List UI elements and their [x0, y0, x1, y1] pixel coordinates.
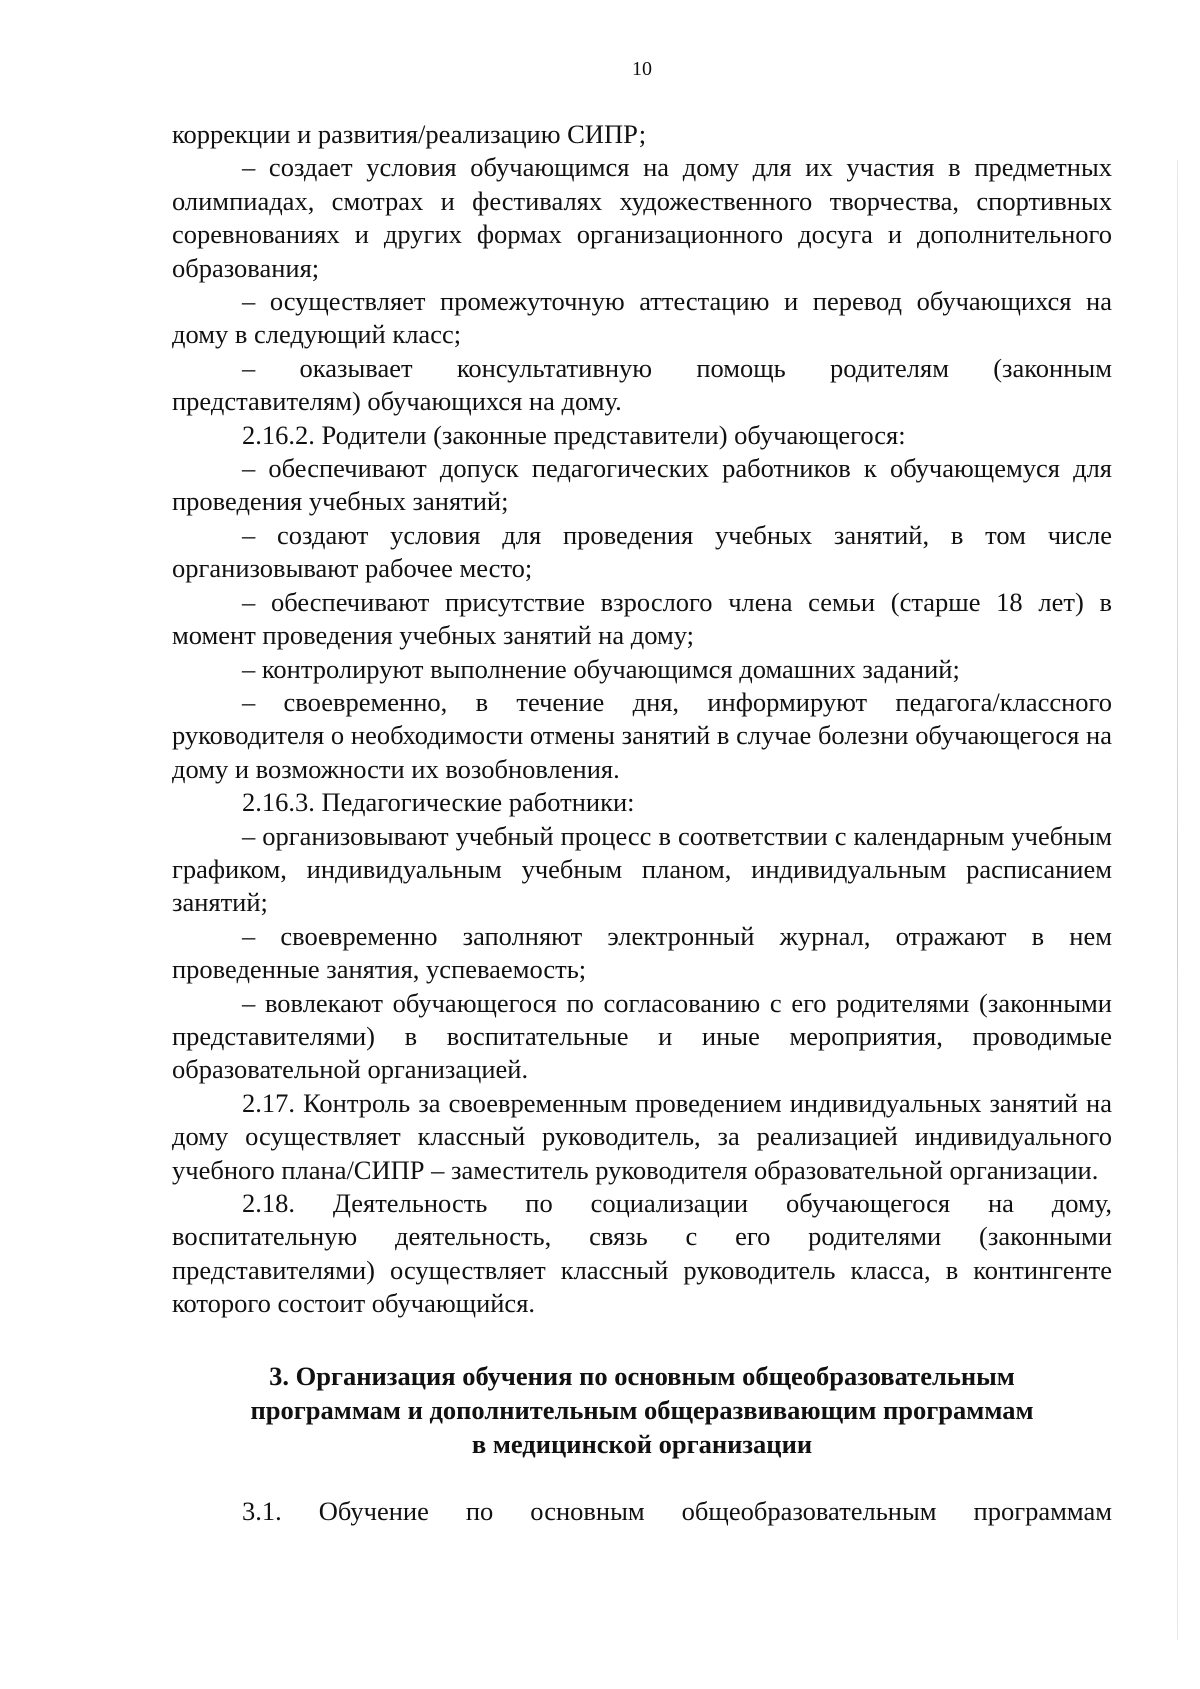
page-number: 10 [632, 58, 652, 80]
paragraph: – создают условия для проведения учебных занятий, в том числе организовывают рабочее место; [172, 519, 1112, 584]
paragraph: 2.18. Деятельность по социализации обучающегося на дому, воспитательную деятельность, связь с его родителями (законными представителями) осуществляет классный руководитель класса, в контингенте которого состоит обучающийся. [172, 1188, 1112, 1319]
section-heading [172, 1321, 1112, 1495]
scan-edge-line [1177, 160, 1178, 1640]
paragraph: коррекции и развития/реализацию СИПР; [172, 119, 647, 149]
paragraph: – своевременно заполняют электронный журнал, отражают в нем проведенные занятия, успеваемость; [172, 920, 1112, 985]
paragraph: – вовлекают обучающегося по согласованию с его родителями (законными представителями) в воспитательные и иные мероприятия, проводимые образовательной организацией. [172, 987, 1112, 1085]
paragraph: – своевременно, в течение дня, информируют педагога/классного руководителя о необходимости отмены занятий в случае болезни обучающегося на дому и возможности их возобновления. [172, 686, 1112, 784]
paragraph: 2.17. Контроль за своевременным проведением индивидуальных занятий на дому осуществляет классный руководитель, за реализацией индивидуального учебного плана/СИПР – заместитель руководителя образовательной организации. [172, 1087, 1112, 1185]
paragraph: – оказывает консультативную помощь родителям (законным представителям) обучающихся на дому. [172, 352, 1112, 417]
paragraph: – организовывают учебный процесс в соответствии с календарным учебным графиком, индивидуальным учебным планом, индивидуальным расписанием занятий; [172, 820, 1112, 918]
section-heading-line: в медицинской организации [471, 1428, 813, 1459]
paragraph: 2.16.3. Педагогические работники: [242, 787, 635, 818]
document-body [172, 118, 1112, 1528]
paragraph: – контролируют выполнение обучающимся домашних заданий; [242, 653, 960, 684]
section-heading-line: 3. Организация обучения по основным общеобразовательным [269, 1360, 1015, 1391]
paragraph: 2.16.2. Родители (законные представители) обучающегося: [242, 419, 906, 450]
paragraph: – создает условия обучающимся на дому для их участия в предметных олимпиадах, смотрах и фестивалях художественного творчества, спортивных соревнованиях и других формах организационного досуга и дополнительного образования; [172, 152, 1112, 283]
paragraph-3-1: 3.1. Обучение по основным общеобразовательным программам [242, 1495, 1112, 1526]
paragraph: – обеспечивают допуск педагогических работников к обучающемуся для проведения учебных занятий; [172, 453, 1112, 517]
paragraph: – осуществляет промежуточную аттестацию и перевод обучающихся на дому в следующий класс; [172, 286, 1112, 350]
paragraph: – обеспечивают присутствие взрослого члена семьи (старше 18 лет) в момент проведения учебных занятий на дому; [172, 586, 1112, 651]
section-heading-line: программам и дополнительным общеразвивающим программам [250, 1394, 1034, 1425]
